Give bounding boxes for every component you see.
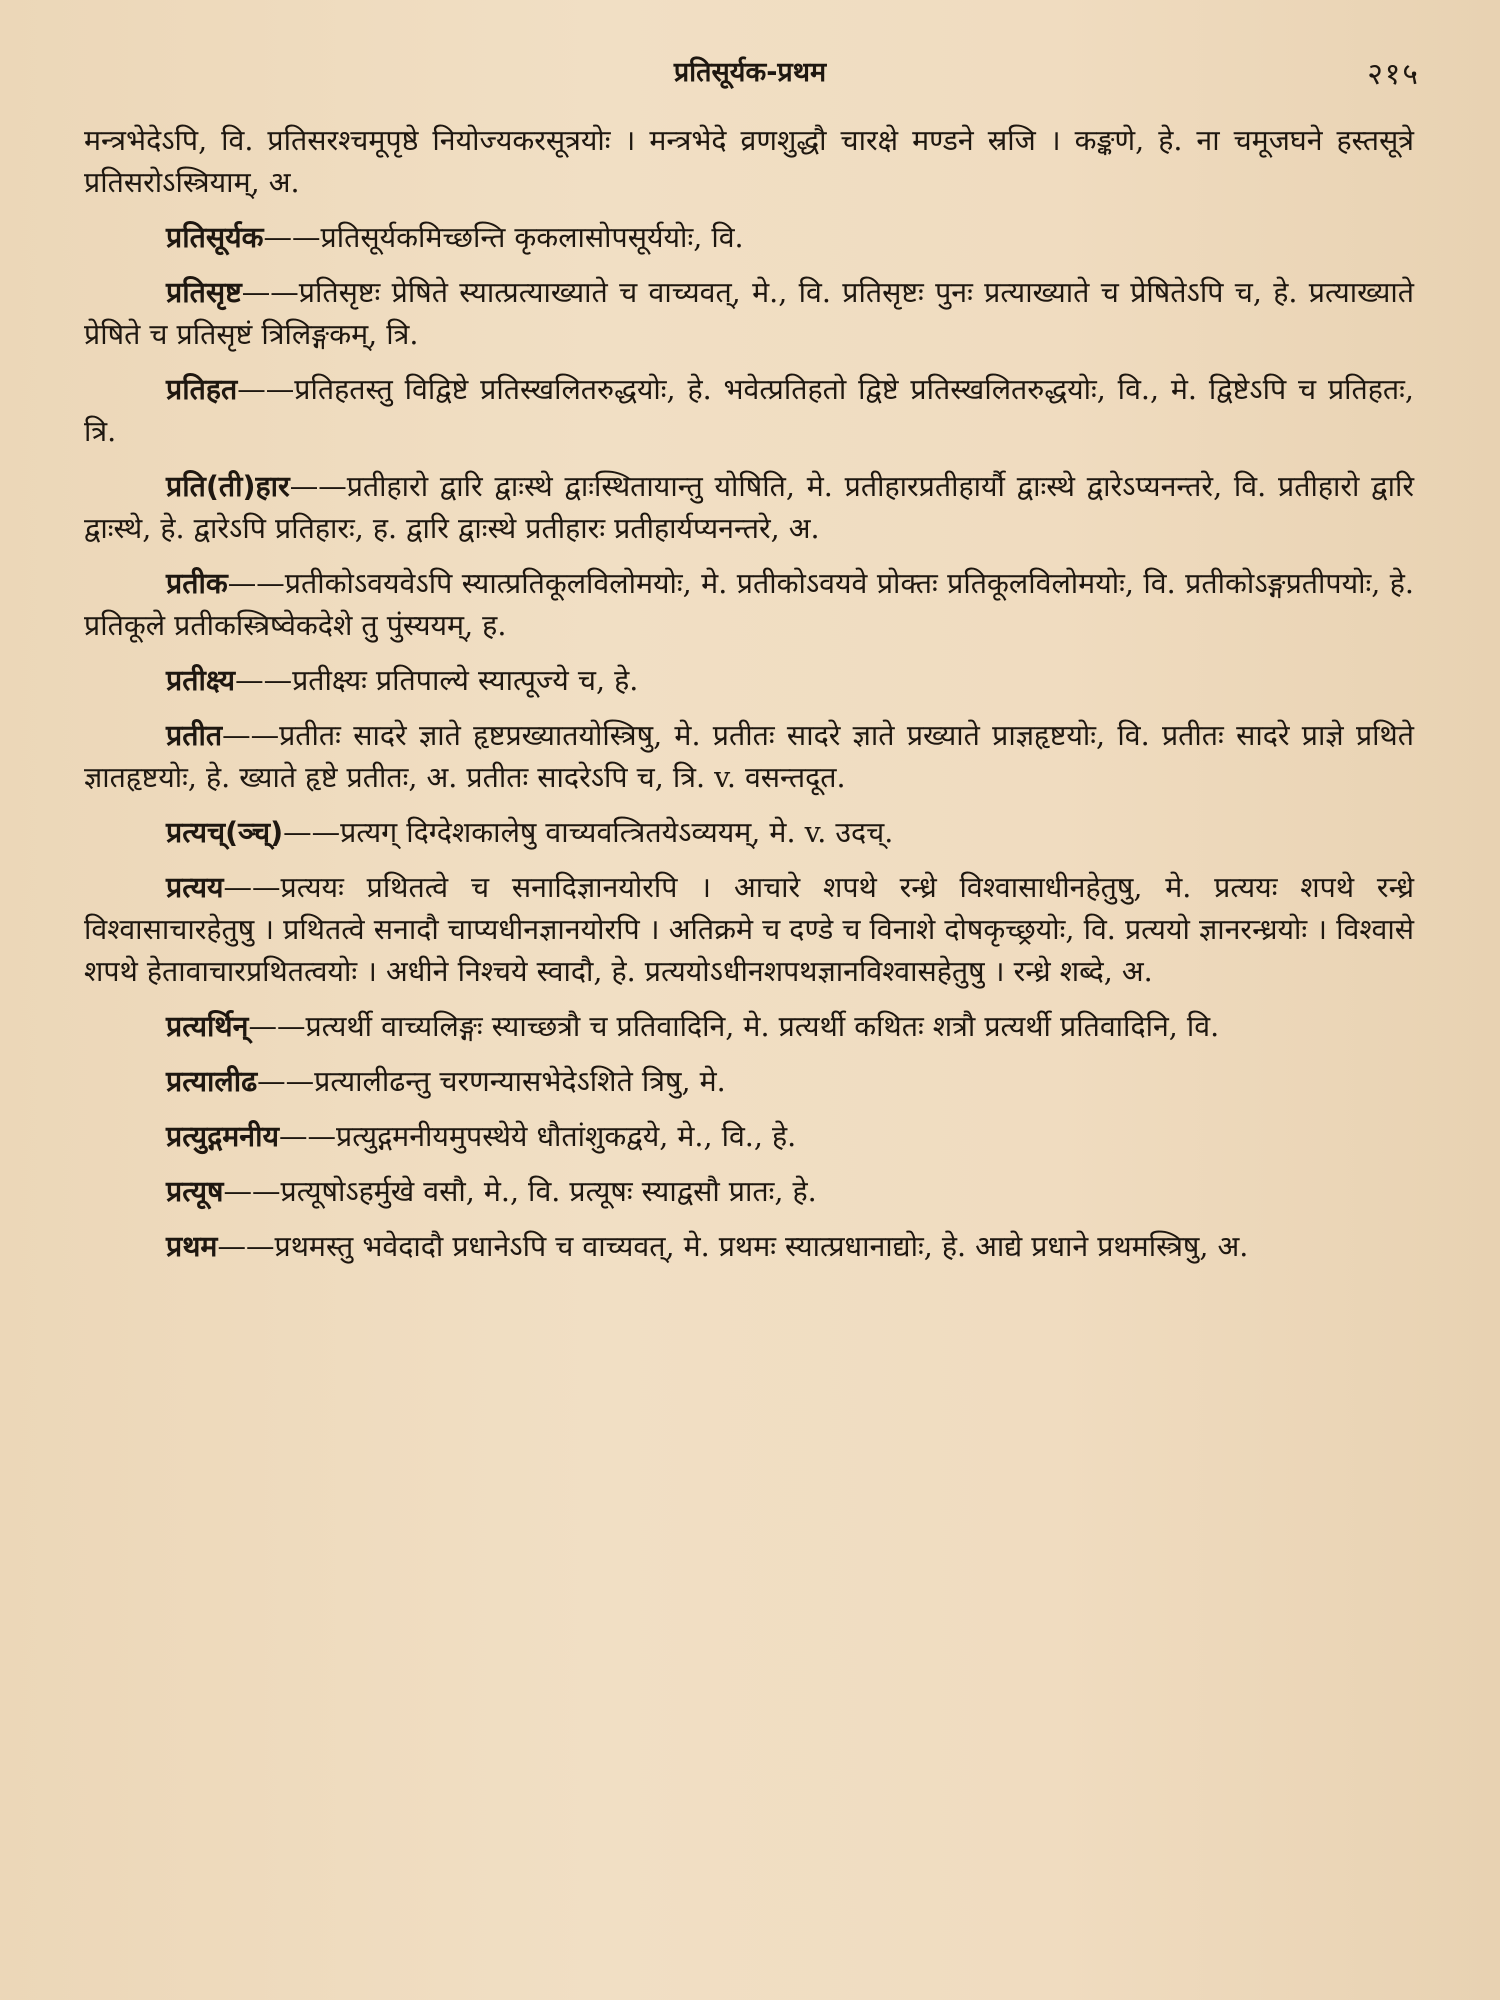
entry-headword: प्रतीक — [166, 567, 228, 600]
entry-text: ——प्रतिसूर्यकमिच्छन्ति कृकलासोपसूर्ययोः, वि. — [263, 221, 744, 254]
entry-headword: प्रतीत — [166, 719, 223, 752]
entry-text: ——प्रतिहतस्तु विद्विष्टे प्रतिस्खलितरुद्धयोः, हे. भवेत्प्रतिहतो द्विष्टे प्रतिस्खलितरुद्धयोः, वि., मे. द्विष्टेऽपि च प्रतिहतः, त्रि. — [84, 373, 1414, 448]
entry-headword: प्रत्यालीढ — [166, 1065, 258, 1098]
entry-pratyaya — [84, 867, 1414, 993]
entry-pratyudgamaneeya — [84, 1116, 1414, 1158]
entry-headword: प्रथम — [166, 1230, 218, 1263]
entry-pratyaleedha — [84, 1061, 1414, 1103]
entry-pratihara — [84, 466, 1414, 550]
entry-pratisrishta — [84, 272, 1414, 356]
entry-headword: प्रतिसृष्ट — [166, 276, 242, 309]
entry-text: ——प्रत्यग् दिग्देशकालेषु वाच्यवत्त्रितयेऽव्ययम्, मे. v. उदच्. — [283, 816, 894, 849]
entry-text: ——प्रथमस्तु भवेदादौ प्रधानेऽपि च वाच्यवत्, मे. प्रथमः स्यात्प्रधानाद्योः, हे. आद्ये प्रधाने प्रथमस्त्रिषु, अ. — [217, 1230, 1249, 1263]
entry-headword: प्रत्यच्(ञ्च्) — [166, 816, 284, 849]
entry-prathama — [84, 1226, 1414, 1268]
entry-prateeta — [84, 715, 1414, 799]
entry-text: ——प्रत्ययः प्रथितत्वे च सनादिज्ञानयोरपि । आचारे शपथे रन्ध्रे विश्वासाधीनहेतुषु, मे. प्रत्ययः शपथे रन्ध्रे विश्वासाचारहेतुषु । प्रथितत्वे सनादौ चाप्यधीनज्ञानयोरपि । अतिक्रमे च दण्डे च विनाशे दोषकृच्छ्रयोः, वि. प्रत्ययो ज्ञानरन्ध्रयोः । विश्वासे शपथे हेतावाचारप्रथितत्वयोः । अधीने निश्चये स्वादौ, हे. प्रत्ययोऽधीनशपथज्ञानविश्वासहेतुषु । रन्ध्रे शब्दे, अ. — [84, 871, 1414, 988]
entry-pratyach — [84, 812, 1414, 854]
entry-text: ——प्रत्यर्थी वाच्यलिङ्गः स्याच्छत्रौ च प्रतिवादिनि, मे. प्रत्यर्थी कथितः शत्रौ प्रत्यर्थी प्रतिवादिनि, वि. — [248, 1010, 1220, 1043]
entry-pratisuryaka — [84, 217, 1414, 259]
dictionary-body — [84, 120, 1414, 1281]
entry-text: ——प्रतीक्ष्यः प्रतिपाल्ये स्यात्पूज्ये च, हे. — [235, 664, 639, 697]
entry-headword: प्रत्यर्थिन् — [166, 1010, 249, 1043]
entry-prateekshya — [84, 660, 1414, 702]
entry-pratyusha — [84, 1171, 1414, 1213]
entry-text: ——प्रतिसृष्टः प्रेषिते स्यात्प्रत्याख्याते च वाच्यवत्, मे., वि. प्रतिसृष्टः पुनः प्रत्याख्याते च प्रेषितेऽपि च, हे. प्रत्याख्याते प्रेषिते च प्रतिसृष्टं त्रिलिङ्गकम्, त्रि. — [84, 276, 1414, 351]
page-number: २१५ — [1367, 57, 1420, 92]
entry-headword: प्रतीक्ष्य — [166, 664, 236, 697]
entry-text: ——प्रत्युद्गमनीयमुपस्थेये धौतांशुकद्वये, मे., वि., हे. — [278, 1120, 797, 1153]
entry-text: ——प्रतीहारो द्वारि द्वाःस्थे द्वाःस्थितायान्तु योषिति, मे. प्रतीहारप्रतीहार्यौ द्वाःस्थे द्वारेऽप्यनन्तरे, वि. प्रतीहारो द्वारि द्वाःस्थे, हे. द्वारेऽपि प्रतिहारः, ह. द्वारि द्वाःस्थे प्रतीहारः प्रतीहार्यप्यनन्तरे, अ. — [84, 470, 1414, 545]
running-head: प्रतिसूर्यक-प्रथम — [673, 57, 827, 88]
entry-text: ——प्रत्यूषोऽहर्मुखे वसौ, मे., वि. प्रत्यूषः स्याद्वसौ प्रातः, हे. — [223, 1175, 817, 1208]
entry-text: ——प्रतीतः सादरे ज्ञाते हृष्टप्रख्यातयोस्त्रिषु, मे. प्रतीतः सादरे ज्ञाते प्रख्याते प्राज्ञहृष्टयोः, वि. प्रतीतः सादरे प्राज्ञे प्रथिते ज्ञातहृष्टयोः, हे. ख्याते हृष्टे प्रतीतः, अ. प्रतीतः सादरेऽपि च, त्रि. v. वसन्तदूत. — [84, 719, 1414, 794]
entry-headword: प्रति(ती)हार — [166, 470, 290, 503]
entry-headword: प्रतिसूर्यक — [166, 221, 264, 254]
entry-continuation — [84, 120, 1414, 204]
entry-prateeka — [84, 563, 1414, 647]
page-header — [80, 52, 1420, 102]
entry-pratyarthin — [84, 1006, 1414, 1048]
entry-text: मन्त्रभेदेऽपि, वि. प्रतिसरश्चमूपृष्ठे नियोज्यकरसूत्रयोः । मन्त्रभेदे व्रणशुद्धौ चारक्षे मण्डने स्रजि । कङ्कणे, हे. ना चमूजघने हस्तसूत्रे प्रतिसरोऽस्त्रियाम्, अ. — [84, 124, 1414, 199]
entry-headword: प्रत्यय — [166, 871, 224, 904]
entry-pratihata — [84, 369, 1414, 453]
entry-headword: प्रत्युद्गमनीय — [166, 1120, 279, 1153]
entry-headword: प्रतिहत — [166, 373, 238, 406]
entry-text: ——प्रत्यालीढन्तु चरणन्यासभेदेऽशिते त्रिषु, मे. — [257, 1065, 726, 1098]
entry-text: ——प्रतीकोऽवयवेऽपि स्यात्प्रतिकूलविलोमयोः, मे. प्रतीकोऽवयवे प्रोक्तः प्रतिकूलविलोमयोः, वि. प्रतीकोऽङ्गप्रतीपयोः, हे. प्रतिकूले प्रतीकस्त्रिष्वेकदेशे तु पुंस्ययम्, ह. — [84, 567, 1414, 642]
entry-headword: प्रत्यूष — [166, 1175, 224, 1208]
